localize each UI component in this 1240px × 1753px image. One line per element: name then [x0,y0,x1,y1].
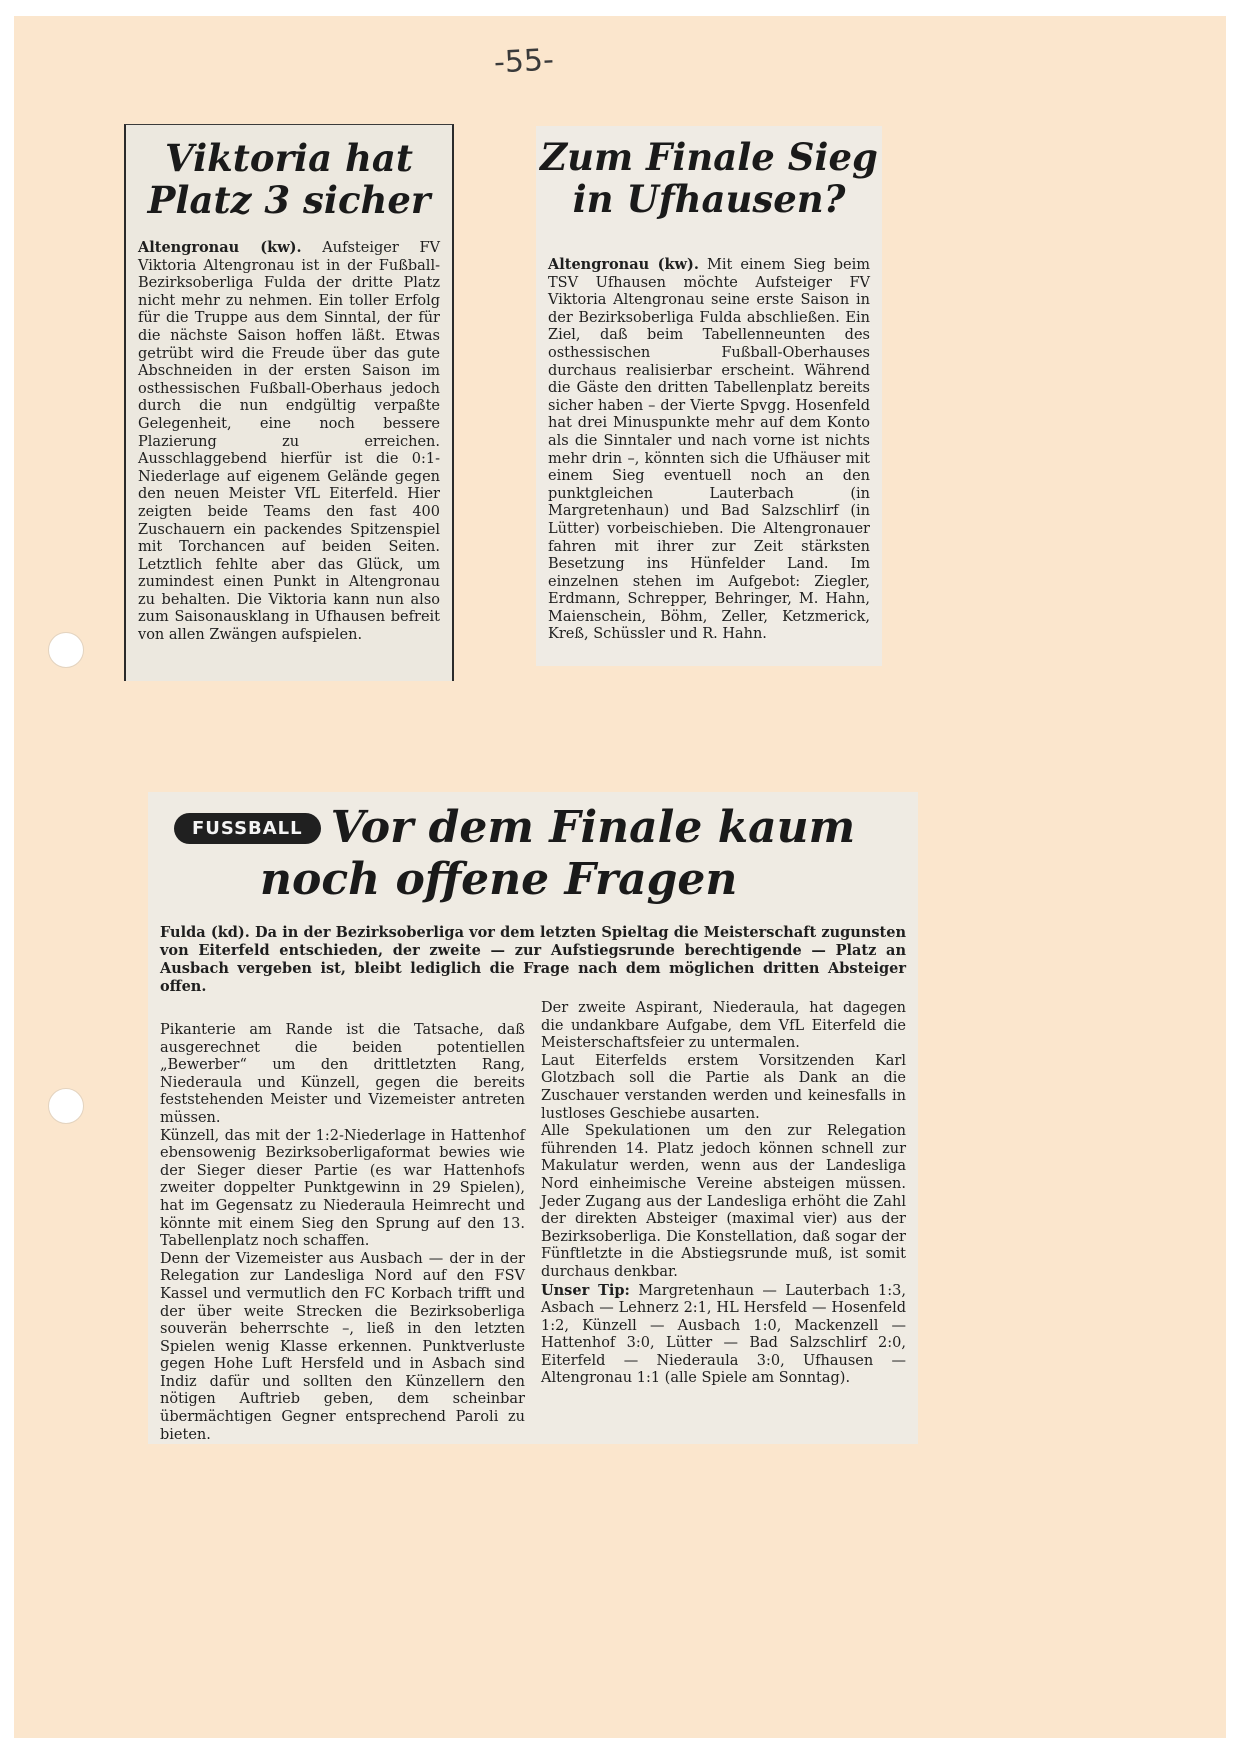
article-3-right-paragraph: Laut Eiterfelds erstem Vorsitzenden Karl Glotzbach soll die Partie als Dank an die Zuschauer verstanden werden und keinesfalls in lustloses Geschiebe ausarten. [541,1052,906,1122]
article-2-dateline: Altengronau (kw). [548,256,699,273]
article-2-headline-line-2: in Ufhausen? [572,177,846,221]
article-1-headline-line-2: Platz 3 sicher [147,178,431,222]
article-1-headline-line-1: Viktoria hat [165,136,413,180]
article-2-body: Mit einem Sieg beim TSV Ufhausen möchte Aufsteiger FV Viktoria Altengronau seine erste Saison in der Bezirksoberliga Fulda abschließen. Ein Ziel, daß beim Tabellenneunten des osthessischen Fußball-Oberhauses durchaus realisierbar erscheint. Während die Gäste den dritten Tabellenplatz bereits sicher haben – der Vierte Spvgg. Hosenfeld hat drei Minuspunkte mehr auf dem Konto als die Sinntaler und nach vorne ist nichts mehr drin –, könnten sich die Ufhäuser mit einem Sieg eventuell noch an den punktgleichen Lauterbach (in Margretenhaun) und Bad Salzschlirf (in Lütter) vorbeischieben. Die Altengronauer fahren mit ihrer zur Zeit stärksten Besetzung ins Hünfelder Land. Im einzelnen stehen im Aufgebot: Ziegler, Erdmann, Schrepper, Behringer, M. Hahn, Maienschein, Böhm, Zeller, Ketzmerick, Kreß, Schüssler und R. Hahn. [548,257,870,643]
article-3-tip-text: Margretenhaun — Lauterbach 1:3, Asbach — Lehnerz 2:1, HL Hersfeld — Hosenfeld 1:2, Künzell — Ausbach 1:0, Mackenzell — Hattenhof 3:0, Lütter — Bad Salzschlirf 2:0, Eiterfeld — Niederaula 3:0, Ufhausen — Altengronau 1:1 (alle Spiele am Sonntag). [541,1282,906,1387]
article-2-headline [536,126,882,220]
article-3-right-paragraph: Der zweite Aspirant, Niederaula, hat dagegen die undankbare Aufgabe, dem VfL Eiterfeld die Meisterschaftsfeier zu untermalen. [541,1000,906,1052]
punch-hole-top [48,632,84,668]
article-vor-dem-finale [148,792,918,1444]
article-3-right-paragraph: Alle Spekulationen um den zur Relegation führenden 14. Platz jedoch können schnell zur Makulatur werden, wenn aus der Landesliga Nord einheimische Vereine absteigen müssen. Jeder Zugang aus der Landesliga erhöht die Zahl der direkten Absteiger (maximal vier) aus der Bezirksoberliga. Die Konstellation, daß sogar der Fünftletzte in die Abstiegsrunde muß, ist somit durchaus denkbar. [541,1123,906,1280]
article-2-body-paragraph [536,256,882,644]
article-3-tip-label: Unser Tip: [541,1281,630,1299]
article-3-column-left [160,1000,525,1444]
article-1-body: Aufsteiger FV Viktoria Altengronau ist in der Fußball-Bezirksoberliga Fulda der dritte Platz nicht mehr zu nehmen. Ein toller Erfolg für die Truppe aus dem Sinntal, der für die nächste Saison hoffen läßt. Etwas getrübt wird die Freude über das gute Abschneiden in der ersten Saison im osthessischen Fußball-Oberhaus jedoch durch die nun endgültig verpaßte Gelegenheit, eine noch bessere Plazierung zu erreichen. Ausschlaggebend hierfür ist die 0:1-Niederlage auf eigenem Gelände gegen den neuen Meister VfL Eiterfeld. Hier zeigten beide Teams den fast 400 Zuschauern ein packendes Spitzenspiel mit Torchancen auf beiden Seiten. Letztlich fehlte aber das Glück, um zumindest einen Punkt in Altengronau zu behalten. Die Viktoria kann nun also zum Saisonausklang in Ufhausen befreit von allen Zwängen aufspielen. [138,240,440,644]
article-3-headline-line-2: noch offene Fragen [260,854,738,905]
article-3-left-paragraph: Denn der Vizemeister aus Ausbach — der in der Relegation zur Landesliga Nord auf den FSV Kassel und vermutlich den FC Korbach trifft und der über weite Strecken die Bezirksoberliga souverän beherrschte –, ließ in den letzten Spielen wenig Klasse erkennen. Punktverluste gegen Hohe Luft Hersfeld und in Asbach sind Indiz dafür und sollten den Künzellern den nötigen Auftrieb geben, dem scheinbar übermächtigen Gegner entsprechend Paroli zu bieten. [160,1250,525,1443]
article-finale-ufhausen [536,126,882,666]
article-1-body-paragraph [126,239,452,645]
article-3-left-paragraph: Künzell, das mit der 1:2-Niederlage in Hattenhof ebensowenig Bezirksoberligaformat bewies wie der Sieger dieser Partie (es war Hattenhofs zweiter doppelter Punktgewinn in 29 Spielen), hat im Gegensatz zu Niederaula Heimrecht und könnte mit einem Sieg den Sprung auf den 13. Tabellenplatz noch schaffen. [160,1127,525,1250]
article-viktoria-platz-3 [124,124,454,681]
article-3-lead: Fulda (kd). Da in der Bezirksoberliga vor dem letzten Spieltag die Meisterschaft zugunsten von Eiterfeld entschieden, der zweite — zur Aufstiegsrunde berechtigende — Platz an Ausbach vergeben ist, bleibt lediglich die Frage nach dem möglichen dritten Absteiger offen. [160,924,906,995]
article-3-tip [541,1282,906,1389]
punch-hole-bottom [48,1088,84,1124]
article-3-header [148,792,918,854]
rubric-badge: FUSSBALL [174,813,321,844]
article-2-headline-line-1: Zum Finale Sieg [540,135,878,179]
article-3-left-paragraph: Pikanterie am Rande ist die Tatsache, daß ausgerechnet die beiden potentiellen „Bewerber“ um den drittletzten Rang, Niederaula und Künzell, gegen die bereits feststehenden Meister und Vizemeister antreten müssen. [160,1022,525,1126]
article-1-headline [126,125,452,221]
archive-sheet [14,16,1226,1738]
article-3-headline-line-1: Vor dem Finale kaum [330,802,856,853]
article-3-columns [148,1000,918,1444]
article-1-dateline: Altengronau (kw). [138,239,302,256]
article-3-column-right [541,1000,906,1444]
page-number: -55- [493,42,555,81]
